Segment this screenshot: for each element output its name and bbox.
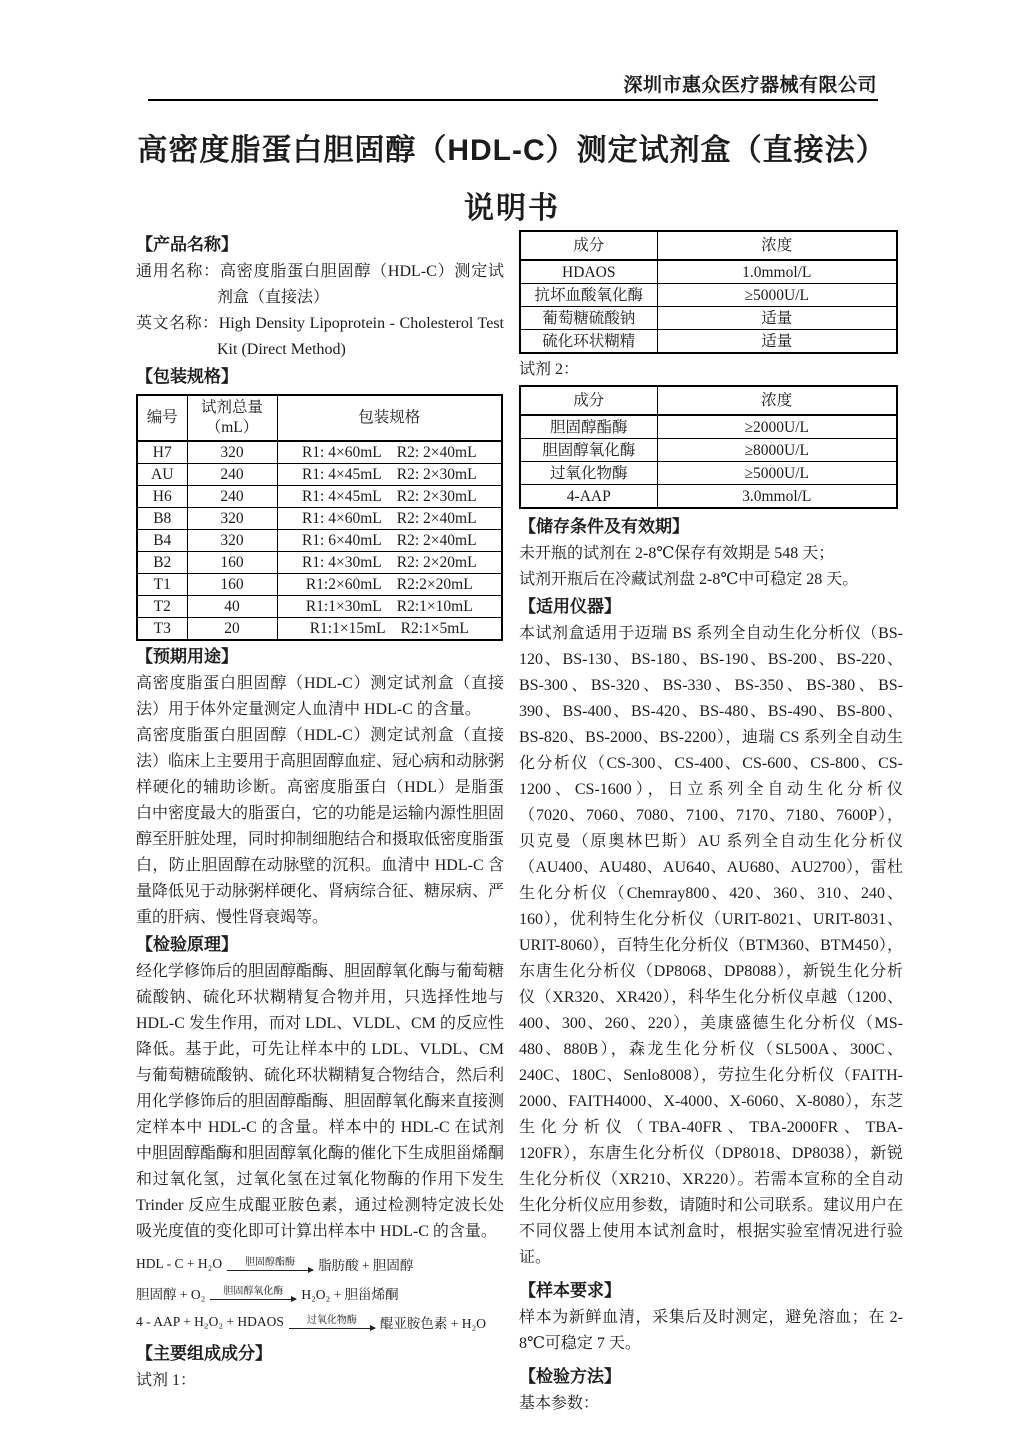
instruments-paragraph: 本试剂盒适用于迈瑞 BS 系列全自动生化分析仪（BS-120、BS-130、BS-180、BS-190、BS-200、BS-220、BS-300、BS-320、BS-330、BS-350、BS-380、BS-390、BS-400、BS-420、BS-480、BS-490、BS-800、BS-820、BS-2000、BS-2200），迪瑞 CS 系列全自动生化分析仪（CS-300、CS-400、CS-600、CS-800、CS-1200、CS-1600），日立系列全自动生化分析仪（7020、7060、7080、7100、7170、7180、7600P），贝克曼（原奥林巴斯）AU 系列全自动生化分析仪（AU400、AU480、AU640、AU680、AU2700），雷杜生化分析仪（Chemray800、420、360、310、240、160），优利特生化分析仪（URIT-8021、URIT-8031、URIT-8060），百特生化分析仪（BTM360、BTM450），东唐生化分析仪（DP8068、DP8088），新锐生化分析仪（XR320、XR420），科华生化分析仪卓越（1200、400、300、260、220），美康盛德生化分析仪（MS-480、880B），森龙生化分析仪（SL500A、300C、240C、180C、Senlo8008），劳拉生化分析仪（FAITH-2000、FAITH4000、X-4000、X-6060、X-8080），东芝生化分析仪（TBA-40FR、TBA-2000FR、TBA-120FR），东唐生化分析仪（DP8018、DP8038），新锐生化分析仪（XR210、XR220）。若需本宣称的全自动生化分析仪应用参数，请随时和公司联系。建议用户在不同仪器上使用本试剂盒时，根据实验室情况进行验证。 <box>519 625 904 1266</box>
table-header-row <box>520 386 897 415</box>
table-row: HDAOS 1.0mmol/L <box>520 260 897 284</box>
col-header-component: 成分 <box>520 386 657 415</box>
left-column <box>136 231 504 1394</box>
reagent1-composition-table <box>519 230 898 354</box>
reagent2-composition-table <box>519 385 898 509</box>
section-heading-instruments: 【适用仪器】 <box>519 597 621 616</box>
section-heading-packing-spec: 【包装规格】 <box>136 367 238 386</box>
section-heading-product-name: 【产品名称】 <box>136 235 238 254</box>
table-row: 葡萄糖硫酸钠 适量 <box>520 307 897 330</box>
col-header-total: 试剂总量 （mL） <box>187 395 277 441</box>
intended-use-paragraph-1: 高密度脂蛋白胆固醇（HDL-C）测定试剂盒（直接法）用于体外定量测定人血清中 HDL-C 的含量。 <box>136 675 504 718</box>
reaction-equation-3: 4 - AAP + H₂O₂ + HDAOS 过氧化物酶 醌亚胺色素 + H₂O <box>136 1313 486 1331</box>
reaction-equation-2: 胆固醇 + O₂ 胆固醇氧化酶 H₂O₂ + 胆甾烯酮 <box>136 1285 399 1302</box>
table-row: 过氧化物酶 ≥5000U/L <box>520 462 897 485</box>
reagent2-label: 试剂 2： <box>519 361 580 378</box>
col-header-concentration: 浓度 <box>657 386 897 415</box>
table-header-row <box>520 231 897 260</box>
header-divider <box>148 99 878 101</box>
principle-paragraph: 经化学修饰后的胆固醇酯酶、胆固醇氧化酶与葡萄糖硫酸钠、硫化环状糊精复合物并用，只选择性地与 HDL-C 发生作用，而对 LDL、VLDL、CM 的反应性降低。基于此，可先让样本中的 LDL、VLDL、CM 与葡萄糖硫酸钠、硫化环状糊精复合物结合，然后利用化学修饰后的胆固醇酯酶、胆固醇氧化酶来直接测定样本中 HDL-C 的含量。样本中的 HDL-C 在试剂中胆固醇酯酶和胆固醇氧化酶的催化下生成胆甾烯酮和过氧化氢，过氧化氢在过氧化物酶的作用下发生 Trinder 反应生成醌亚胺色素，通过检测特定波长处吸光度值的变化即可计算出样本中 HDL-C 的含量。 <box>136 963 505 1240</box>
packaging-spec-table <box>136 394 503 641</box>
reaction-arrow-icon: 胆固醇氧化酶 <box>209 1286 297 1300</box>
table-row: H7 320 R1: 4×60mL R2: 2×40mL <box>137 441 502 464</box>
storage-line-2: 试剂开瓶后在冷藏试剂盘 2-8℃中可稳定 28 天。 <box>519 571 859 588</box>
document-subtitle: 说明书 <box>464 192 560 225</box>
col-header-spec: 包装规格 <box>277 395 502 441</box>
table-row: 硫化环状糊精 适量 <box>520 330 897 354</box>
table-row: AU 240 R1: 4×45mL R2: 2×30mL <box>137 464 502 486</box>
company-name: 深圳市惠众医疗器械有限公司 <box>623 75 877 96</box>
section-heading-storage: 【储存条件及有效期】 <box>519 517 689 536</box>
sample-paragraph: 样本为新鲜血清，采集后及时测定，避免溶血；在 2-8℃可稳定 7 天。 <box>519 1309 903 1352</box>
right-column <box>519 228 903 1417</box>
table-row: H6 240 R1: 4×45mL R2: 2×30mL <box>137 486 502 508</box>
storage-line-1: 未开瓶的试剂在 2-8℃保存有效期是 548 天； <box>519 545 835 562</box>
table-row: 4-AAP 3.0mmol/L <box>520 485 897 509</box>
section-heading-composition: 【主要组成成分】 <box>136 1344 272 1363</box>
reaction-arrow-icon: 胆固醇酯酶 <box>226 1257 314 1271</box>
col-header-concentration: 浓度 <box>657 231 897 260</box>
intended-use-paragraph-2: 高密度脂蛋白胆固醇（HDL-C）测定试剂盒（直接法）临床上主要用于高胆固醇血症、冠心病和动脉粥样硬化的辅助诊断。高密度脂蛋白（HDL）是脂蛋白中密度最大的脂蛋白，它的功能是运输内源性胆固醇至肝脏处理，同时抑制细胞结合和摄取低密度脂蛋白，防止胆固醇在动脉壁的沉积。血清中 HDL-C 含量降低见于动脉粥样硬化、肾病综合征、糖尿病、严重的肝病、慢性肾衰竭等。 <box>136 727 505 926</box>
section-heading-method: 【检验方法】 <box>519 1367 621 1386</box>
col-header-component: 成分 <box>520 231 657 260</box>
reagent1-label: 试剂 1： <box>136 1372 197 1389</box>
generic-name-paragraph: 通用名称：高密度脂蛋白胆固醇（HDL-C）测定试剂盒（直接法） <box>136 263 504 306</box>
col-header-code: 编号 <box>137 395 187 441</box>
reaction-arrow-icon: 过氧化物酶 <box>288 1315 376 1329</box>
table-row: T1 160 R1:2×60mL R2:2×20mL <box>137 574 502 596</box>
section-heading-intended-use: 【预期用途】 <box>136 647 238 666</box>
english-name-paragraph: 英文名称：High Density Lipoprotein - Cholesterol Test Kit (Direct Method) <box>136 315 504 358</box>
section-heading-sample: 【样本要求】 <box>519 1281 621 1300</box>
table-header-row <box>137 395 502 441</box>
method-basic-params-label: 基本参数： <box>519 1395 600 1412</box>
table-row: 胆固醇酯酶 ≥2000U/L <box>520 415 897 439</box>
reaction-equation-1: HDL - C + H₂O 胆固醇酯酶 脂肪酸 + 胆固醇 <box>136 1255 414 1273</box>
table-row: B2 160 R1: 4×30mL R2: 2×20mL <box>137 552 502 574</box>
table-row: 抗坏血酸氧化酶 ≥5000U/L <box>520 284 897 307</box>
table-row: B8 320 R1: 4×60mL R2: 2×40mL <box>137 508 502 530</box>
table-row: 胆固醇氧化酶 ≥8000U/L <box>520 439 897 462</box>
table-row: T3 20 R1:1×15mL R2:1×5mL <box>137 618 502 641</box>
table-row: B4 320 R1: 6×40mL R2: 2×40mL <box>137 530 502 552</box>
section-heading-principle: 【检验原理】 <box>136 935 238 954</box>
document-title: 高密度脂蛋白胆固醇（HDL-C）测定试剂盒（直接法） <box>137 134 887 167</box>
table-row: T2 40 R1:1×30mL R2:1×10mL <box>137 596 502 618</box>
